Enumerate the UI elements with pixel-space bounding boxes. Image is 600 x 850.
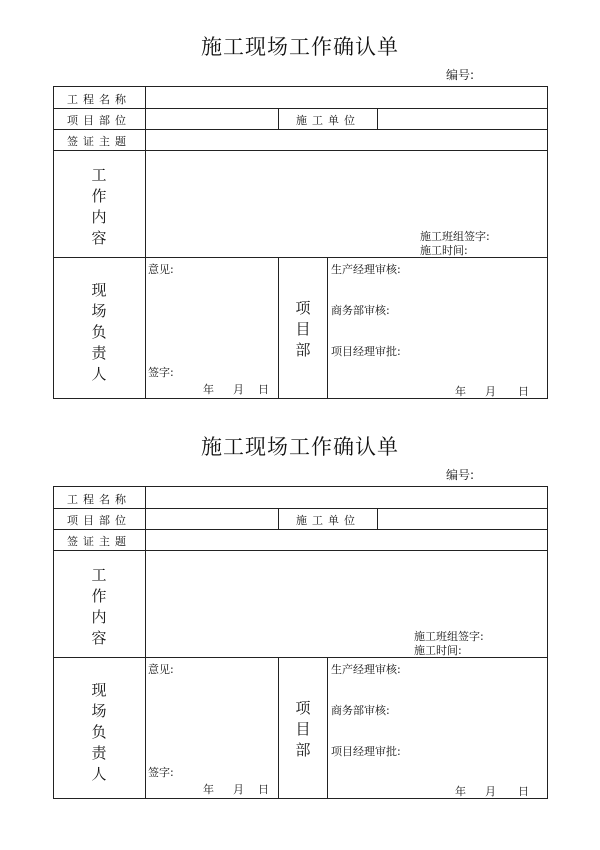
construction-unit-label: 施工单位 [296, 514, 360, 527]
business-dept-label: 商务部审核: [331, 304, 390, 317]
signature-label: 签字: [148, 366, 174, 379]
team-signature-label: 施工班组签字: [414, 630, 484, 643]
opinion-label: 意见: [148, 663, 174, 676]
date-day: 日 [518, 385, 529, 398]
project-dept-label: 项 目 部 [295, 299, 311, 359]
date-day: 日 [258, 783, 269, 796]
project-manager-label: 项目经理审批: [331, 745, 401, 758]
confirmation-form-2 [0, 400, 600, 798]
project-name-field[interactable] [150, 490, 542, 506]
date-year: 年 [455, 385, 466, 398]
project-manager-label: 项目经理审批: [331, 345, 401, 358]
date-month: 月 [233, 783, 244, 796]
work-content-field[interactable] [150, 155, 542, 225]
responsible-person-label: 现 场 负 责 人 [91, 281, 107, 383]
date-month: 月 [233, 383, 244, 396]
date-year: 年 [203, 783, 214, 796]
date-day: 日 [258, 383, 269, 396]
date-month: 月 [485, 385, 496, 398]
business-dept-label: 商务部审核: [331, 704, 390, 717]
visa-subject-label: 签证主题 [67, 135, 131, 148]
visa-subject-field[interactable] [150, 532, 542, 548]
date-year: 年 [455, 785, 466, 798]
date-year: 年 [203, 383, 214, 396]
construction-time-label: 施工时间: [414, 644, 462, 657]
work-content-label: 工 作 内 容 [91, 566, 107, 647]
visa-subject-field[interactable] [150, 132, 542, 148]
production-manager-label: 生产经理审核: [331, 263, 401, 276]
serial-number-label: 编号: [446, 68, 475, 82]
production-manager-label: 生产经理审核: [331, 663, 401, 676]
project-name-label: 工程名称 [67, 493, 131, 506]
construction-time-label: 施工时间: [420, 244, 468, 257]
confirmation-form-1 [0, 0, 600, 398]
visa-subject-label: 签证主题 [67, 535, 131, 548]
work-content-label: 工 作 内 容 [91, 166, 107, 247]
project-part-label: 项目部位 [67, 514, 131, 527]
signature-label: 签字: [148, 766, 174, 779]
construction-unit-field[interactable] [382, 111, 542, 127]
serial-number-label: 编号: [446, 468, 475, 482]
form-title: 施工现场工作确认单 [201, 35, 399, 59]
project-dept-label: 项 目 部 [295, 699, 311, 759]
responsible-person-label: 现 场 负 责 人 [91, 681, 107, 783]
project-part-label: 项目部位 [67, 114, 131, 127]
work-content-field[interactable] [150, 555, 542, 625]
construction-unit-label: 施工单位 [296, 114, 360, 127]
project-name-label: 工程名称 [67, 93, 131, 106]
team-signature-label: 施工班组签字: [420, 230, 490, 243]
project-part-field[interactable] [150, 111, 274, 127]
construction-unit-field[interactable] [382, 511, 542, 527]
date-day: 日 [518, 785, 529, 798]
opinion-label: 意见: [148, 263, 174, 276]
project-name-field[interactable] [150, 90, 542, 106]
project-part-field[interactable] [150, 511, 274, 527]
date-month: 月 [485, 785, 496, 798]
form-title: 施工现场工作确认单 [201, 435, 399, 459]
